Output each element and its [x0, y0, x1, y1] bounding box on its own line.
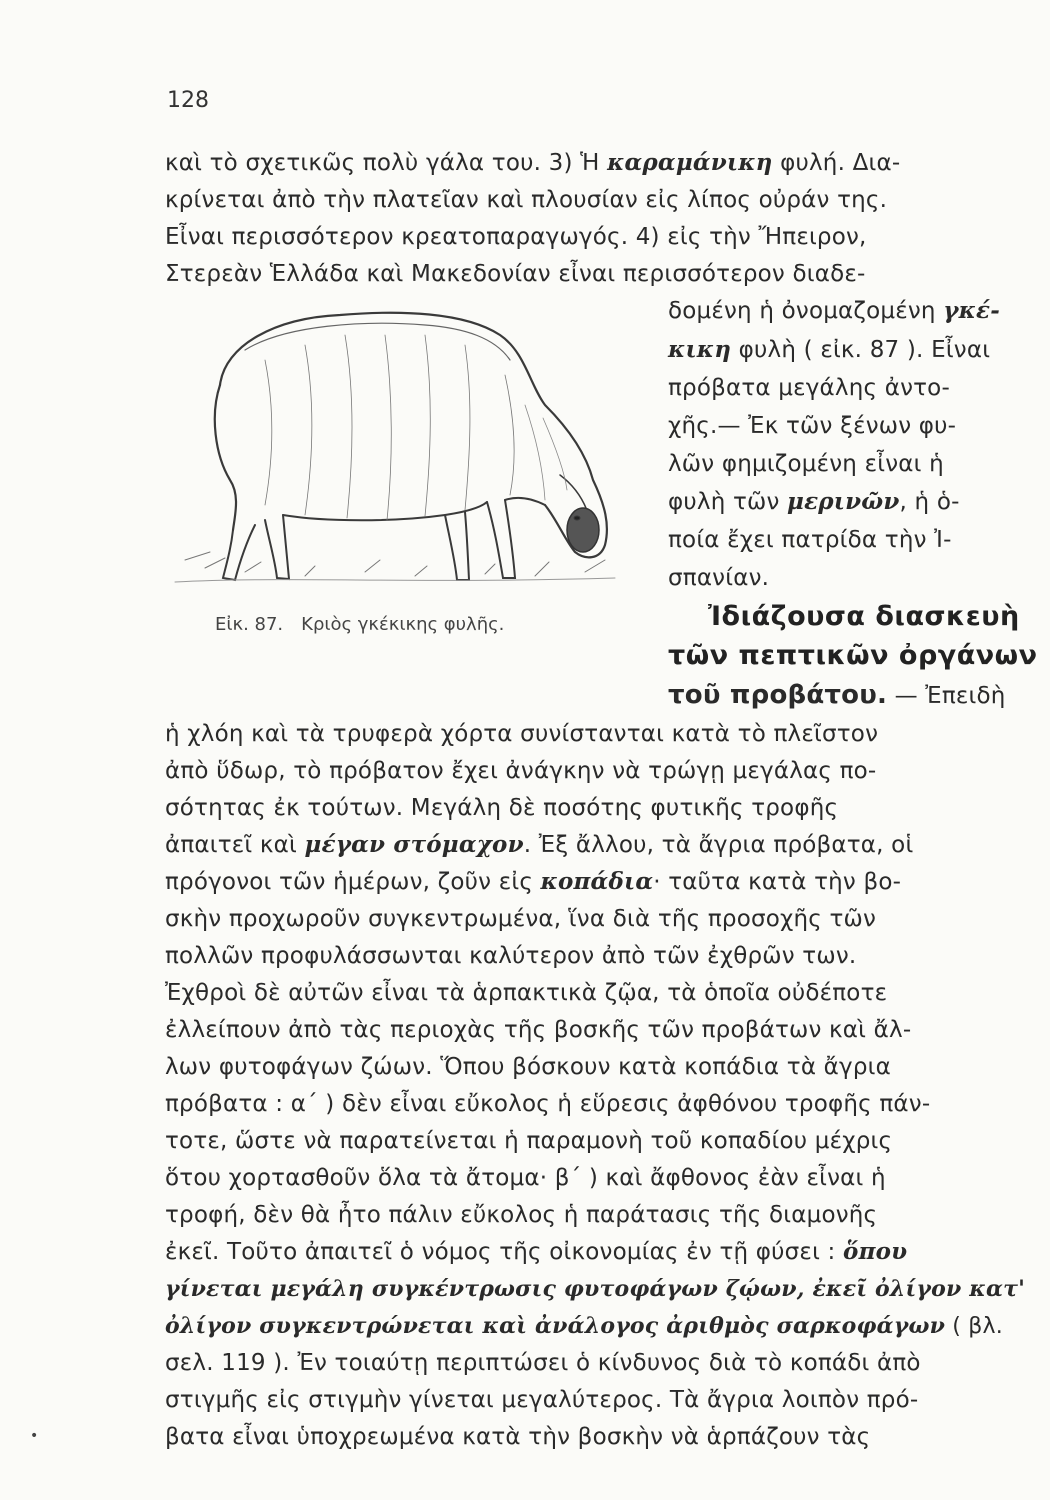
text-line-5: δομένη ἡ ὀνομαζομένη γκέ- [668, 297, 1000, 324]
text-line-23: πρόβατα : α΄ ) δὲν εἶναι εὔκολος ἡ εὕρεσις ἀφθόνου τροφῆς πάν- [165, 1091, 931, 1117]
text-line-25: ὅτου χορτασθοῦν ὅλα τὰ ἄτομα· β΄ ) καὶ ἄφθονος ἐὰν εἶναι ἡ [165, 1165, 886, 1191]
text-line-3: Εἶναι περισσότερον κρεατοπαραγωγός. 4) εἰς τὴν Ἤπειρον, [165, 224, 867, 250]
text-line-15: σότητας ἐκ τούτων. Μεγάλη δὲ ποσότης φυτικῆς τροφῆς [165, 795, 839, 821]
margin-dot: • [30, 1428, 39, 1444]
text-line-32: βατα εἶναι ὑποχρεωμένα κατὰ τὴν βοσκὴν νὰ ἁρπάζουν τὰς [165, 1424, 871, 1450]
section-heading-1: Ἰδιάζουσα διασκευὴ [708, 601, 1020, 632]
text-line-26: τροφή, δὲν θὰ ἦτο πάλιν εὔκολος ἡ παράτασις τῆς διαμονῆς [165, 1202, 878, 1228]
text-line-7: πρόβατα μεγάλης ἀντο- [668, 375, 950, 401]
figure-caption [215, 614, 504, 635]
ram-illustration [165, 290, 625, 602]
text-line-9: λῶν φημιζομένη εἶναι ἡ [668, 451, 944, 477]
term-kopadia: κοπάδια [540, 868, 654, 895]
text-line-24: τοτε, ὥστε νὰ παρατείνεται ἡ παραμονὴ τοῦ κοπαδίου μέχρις [165, 1128, 893, 1154]
text-line-6: κικη φυλὴ ( εἰκ. 87 ). Εἶναι [668, 336, 991, 363]
text-line-11: ποία ἔχει πατρίδα τὴν Ἰ- [668, 527, 952, 553]
term-gkekiki: κικη [668, 336, 732, 363]
text-line-21: ἐλλείπουν ἀπὸ τὰς περιοχὰς τῆς βοσκῆς τῶν προβάτων καὶ ἄλ- [165, 1017, 912, 1043]
text-line-12: σπανίαν. [668, 565, 770, 591]
text-line-30: σελ. 119 ). Ἐν τοιαύτῃ περιπτώσει ὁ κίνδυνος διὰ τὸ κοπάδι ἀπὸ [165, 1350, 921, 1376]
text-line-17: πρόγονοι τῶν ἡμέρων, ζοῦν εἰς κοπάδια· ταῦτα κατὰ τὴν βο- [165, 868, 902, 895]
text-line-31: στιγμῆς εἰς στιγμὴν γίνεται μεγαλύτερος. Τὰ ἄγρια λοιπὸν πρό- [165, 1387, 919, 1413]
text-line-10: φυλὴ τῶν μερινῶν, ἡ ὁ- [668, 488, 960, 515]
term-merinon: μερινῶν [787, 488, 900, 515]
emphasis-law-sentence-1: γίνεται μεγάλη συγκέντρωσις φυτοφάγων ζῴων, ἐκεῖ ὀλίγον κατ' [165, 1276, 1026, 1302]
figure-label: Εἰκ. 87. [215, 614, 284, 635]
text-line-22: λων φυτοφάγων ζώων. Ὅπου βόσκουν κατὰ κοπάδια τὰ ἄγρια [165, 1054, 892, 1080]
text-line-28 [165, 1274, 1025, 1305]
section-heading-3: τοῦ προβάτου. — Ἐπειδὴ [668, 680, 1006, 710]
text-line-18: σκὴν προχωροῦν συγκεντρωμένα, ἵνα διὰ τῆς προσοχῆς τῶν [165, 906, 877, 932]
text-line-2: κρίνεται ἀπὸ τὴν πλατεῖαν καὶ πλουσίαν εἰς λίπος οὐράν της. [165, 187, 888, 213]
text-line-16: ἀπαιτεῖ καὶ μέγαν στόμαχον. Ἐξ ἄλλου, τὰ ἄγρια πρόβατα, οἱ [165, 831, 914, 858]
text-line-14: ἀπὸ ὕδωρ, τὸ πρόβατον ἔχει ἀνάγκην νὰ τρώγῃ μεγάλας πο- [165, 758, 877, 784]
text-line-19: πολλῶν προφυλάσσωνται καλύτερον ἀπὸ τῶν ἐχθρῶν των. [165, 943, 857, 969]
text-line-20: Ἐχθροὶ δὲ αὐτῶν εἶναι τὰ ἁρπακτικὰ ζῷα, τὰ ὁποῖα οὐδέποτε [165, 980, 888, 1006]
section-heading-2: τῶν πεπτικῶν ὀργάνων [668, 640, 1038, 671]
text-line-29: ὀλίγον συγκεντρώνεται καὶ ἀνάλογος ἀριθμὸς σαρκοφάγων ( βλ. [165, 1313, 1003, 1339]
text-line-8: χῆς.— Ἐκ τῶν ξένων φυ- [668, 413, 957, 439]
term-megan-stomachon: μέγαν στόμαχον [304, 831, 524, 858]
text-line-13: ἡ χλόη καὶ τὰ τρυφερὰ χόρτα συνίστανται κατὰ τὸ πλεῖστον [165, 721, 879, 747]
text-line-4: Στερεὰν Ἑλλάδα καὶ Μακεδονίαν εἶναι περισσότερον διαδε- [165, 261, 866, 287]
page-number: 128 [167, 88, 209, 113]
text-line-27: ἐκεῖ. Τοῦτο ἀπαιτεῖ ὁ νόμος τῆς οἰκονομίας ἐν τῇ φύσει : ὅπου [165, 1238, 908, 1265]
text-line-1: καὶ τὸ σχετικῶς πολὺ γάλα του. 3) Ἡ καραμάνικη φυλή. Δια- [165, 149, 901, 176]
term-karamaniki: καραμάνικη [607, 149, 773, 176]
emphasis-law-sentence-2: ὀλίγον συγκεντρώνεται καὶ ἀνάλογος ἀριθμὸς σαρκοφάγων [165, 1313, 946, 1339]
figure-caption-text: Κριὸς γκέκικης φυλῆς. [301, 614, 505, 635]
